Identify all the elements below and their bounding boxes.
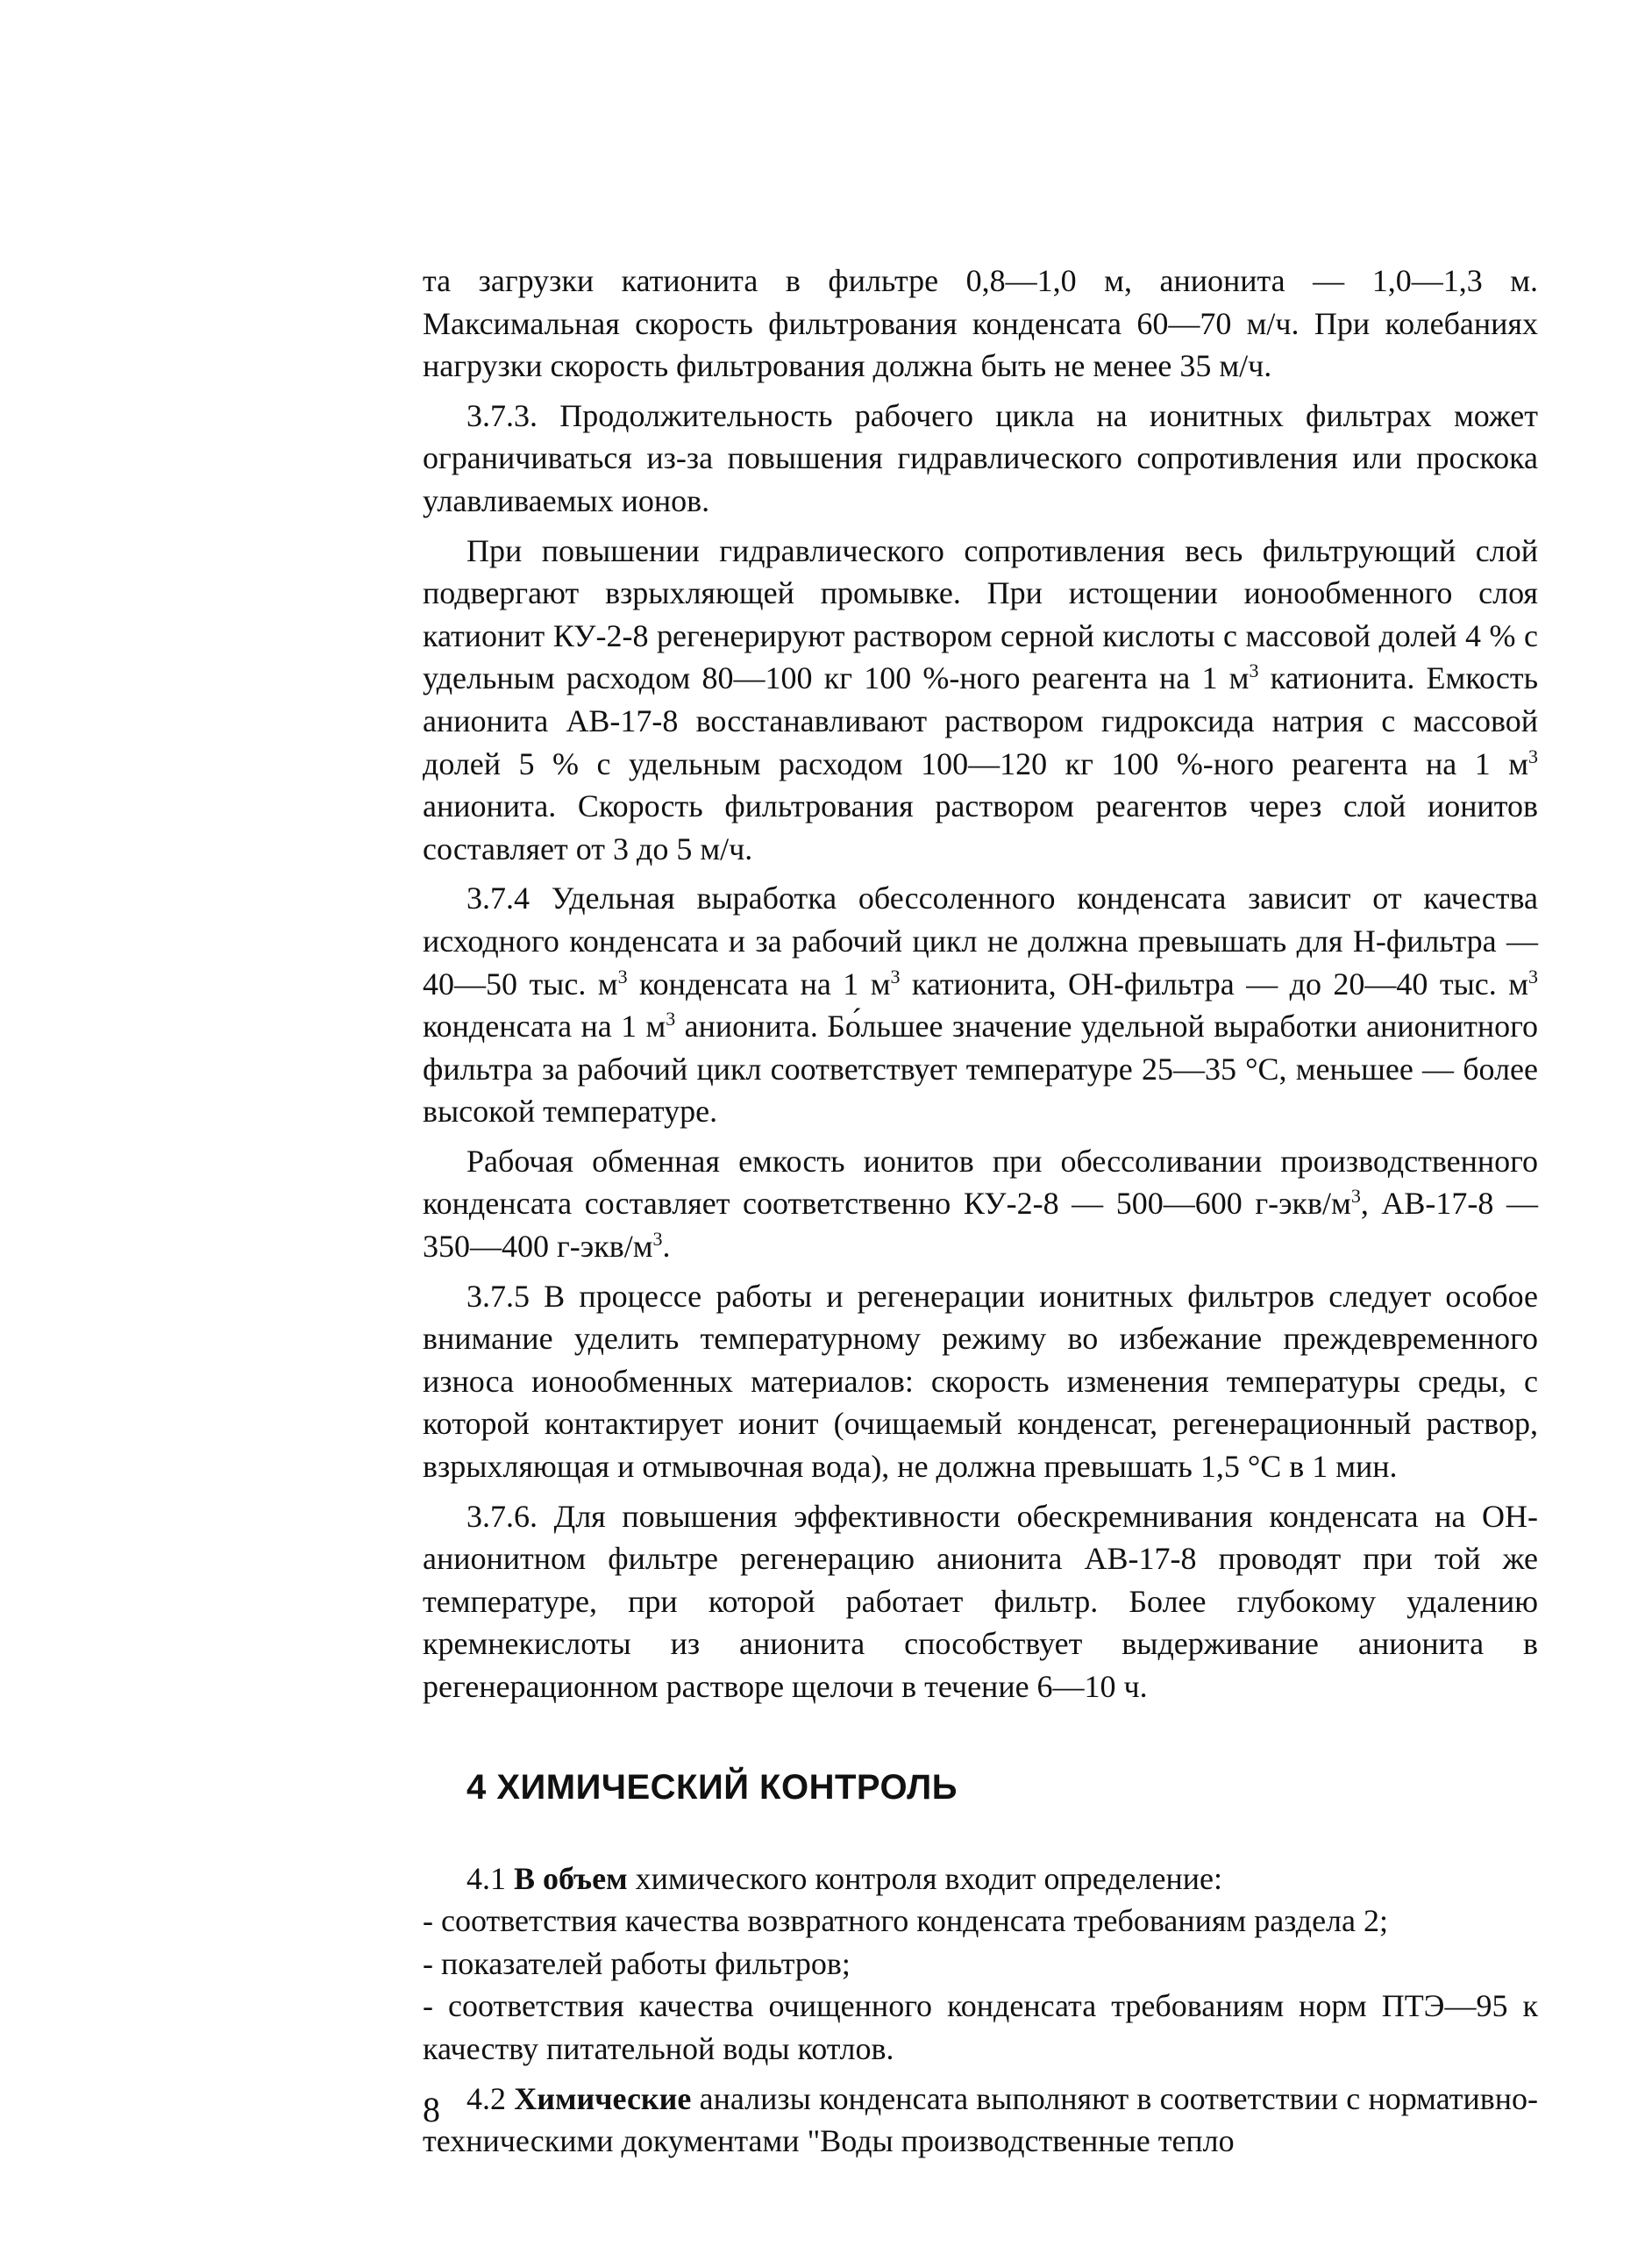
text-run: 4.1 [466,1860,514,1896]
superscript: 3 [666,1008,676,1030]
list-item: - показателей работы фильтров; [423,1945,851,1981]
text-run: конденсата на 1 м [627,966,891,1002]
text-run: 3.7.4 Удельная выработка обессоленного конденсата зависит от качества исходного конденсата и за рабочий цикл не должна превышать для Н-фильтра — 40—50 тыс. м [423,881,1538,1002]
superscript: 3 [617,965,628,988]
list-item: - соответствия качества возвратного конденсата требованиям раздела 2; [423,1903,1388,1939]
text-run: катионита. Емкость анионита АВ-17-8 восстанавливают раствором гидроксида натрия с массовой долей 5 % с удельным расходом 100—120 кг 100 %-ного реагента на 1 м [423,660,1538,781]
paragraph-3-7-6: 3.7.6. Для повышения эффективности обескремнивания конденсата на ОН-анионитном фильтре регенерацию анионита АВ-17-8 проводят при той же температуре, при которой работает фильтр. Более глубокому удалению кремнекислоты из анионита способствует выдерживание анионита в регенерационном растворе щелочи в течение 6—10 ч. [423,1498,1538,1704]
superscript: 3 [1528,965,1538,988]
superscript: 3 [1249,660,1259,682]
text-run: анализы конденсата выполняют в соответствии с нормативно-техническими документами "Воды производственные тепло [423,2080,1538,2159]
text-run: катионита, ОН-фильтра — до 20—40 тыс. м [900,966,1528,1002]
bold-term: Химические [514,2080,692,2116]
text-run: конденсата на 1 м [423,1009,666,1045]
superscript: 3 [652,1228,663,1251]
text-run: химического контроля входит определение: [627,1860,1222,1896]
text-run: анионита. Бо́льшее значение удельной выработки анионитного фильтра за рабочий цикл соответствует температуре 25—35 °С, меньшее — более высокой температуре. [423,1009,1538,1130]
superscript: 3 [1528,745,1538,767]
paragraph-continuation: та загрузки катионита в фильтре 0,8—1,0 м, анионита — 1,0—1,3 м. Максимальная скорость фильтрования конденсата 60—70 м/ч. При колебаниях нагрузки скорость фильтрования должна быть не менее 35 м/ч. [423,263,1538,384]
paragraph-regeneration [423,530,1538,871]
section-heading: 4 ХИМИЧЕСКИЙ КОНТРОЛЬ [466,1767,958,1807]
paragraph-4-1 [423,1857,1538,1900]
paragraph-4-2 [423,2078,1538,2163]
paragraph-3-7-4 [423,877,1538,1133]
paragraph-exchange-capacity [423,1140,1538,1268]
document-page [423,260,1538,2163]
text-run: При повышении гидравлического сопротивления весь фильтрующий слой подвергают взрыхляющей промывке. При истощении ионообменного слоя катионит КУ-2-8 регенерируют раствором серной кислоты с массовой долей 4 % с удельным расходом 80—100 кг 100 %-ного реагента на 1 м [423,532,1538,696]
superscript: 3 [890,965,901,988]
text-run: . [662,1229,671,1265]
text-run: 4.2 [466,2080,515,2116]
superscript: 3 [1350,1185,1361,1208]
text-run: Рабочая обменная емкость ионитов при обессоливании производственного конденсата составляет соответственно КУ-2-8 — 500—600 г-экв/м [423,1143,1538,1222]
requirements-list [423,1900,1538,2070]
paragraph-3-7-5: 3.7.5 В процессе работы и регенерации ионитных фильтров следует особое внимание уделить температурному режиму во избежание преждевременного износа ионообменных материалов: скорость изменения температуры среды, с которой контактирует ионит (очищаемый конденсат, регенерационный раствор, взрыхляющая и отмывочная вода), не должна превышать 1,5 °С в 1 мин. [423,1278,1538,1485]
text-run: анионита. Скорость фильтрования раствором реагентов через слой ионитов составляет от 3 до 5 м/ч. [423,788,1538,866]
list-item: - соответствия качества очищенного конденсата требованиям норм ПТЭ—95 к качеству питательной воды котлов. [423,1988,1538,2066]
page-number: 8 [423,2090,440,2129]
paragraph-3-7-3: 3.7.3. Продолжительность рабочего цикла на ионитных фильтрах может ограничиваться из-за повышения гидравлического сопротивления или проскока улавливаемых ионов. [423,397,1538,518]
text-run: , АВ-17-8 — 350—400 г-экв/м [423,1186,1538,1265]
bold-term: В объем [514,1860,628,1896]
